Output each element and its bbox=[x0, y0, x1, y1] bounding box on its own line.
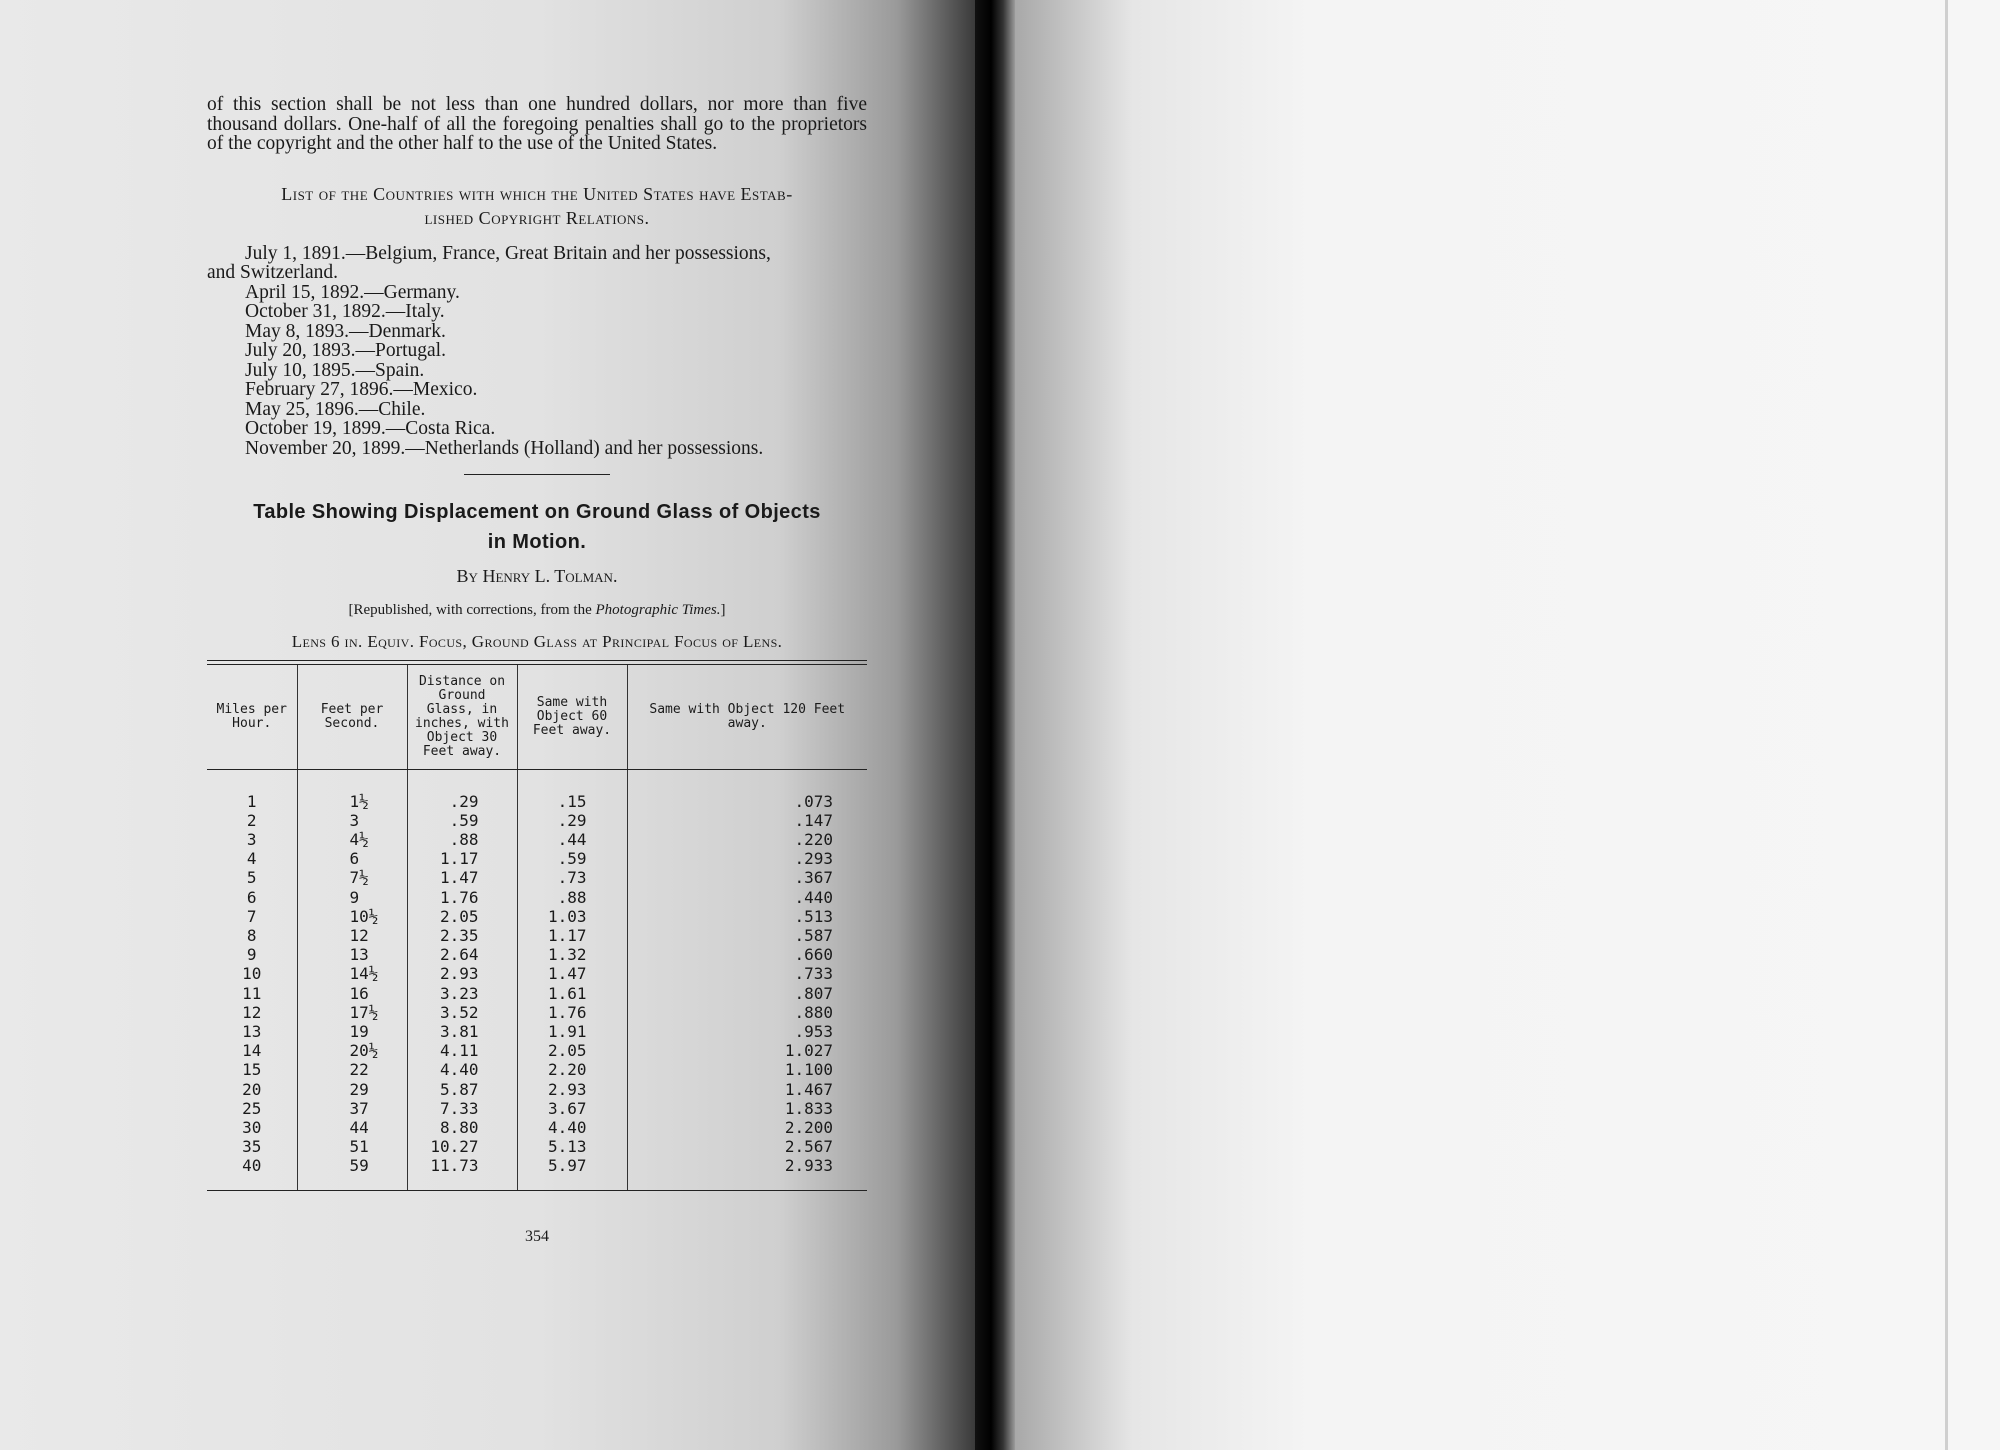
cell-d30: 5.87 bbox=[407, 1080, 517, 1099]
cell-d30: 8.80 bbox=[407, 1118, 517, 1137]
header-distance-120ft: Same with Object 120 Feet away. bbox=[627, 665, 867, 770]
table-row bbox=[207, 811, 867, 830]
cell-fps: 14½ bbox=[297, 964, 407, 983]
copyright-penalty-paragraph: of this section shall be not less than one hundred dollars, nor more than five thousand dollars. One-half of all the foregoing penalties shall go to the proprietors of the copyright and the other half to the use of the United States. bbox=[207, 94, 867, 154]
table-row bbox=[207, 868, 867, 887]
lens-description: Lens 6 in. Equiv. Focus, Ground Glass at Principal Focus of Lens. bbox=[291, 632, 783, 651]
country-entry: and Switzerland. bbox=[207, 262, 339, 283]
table-row bbox=[207, 945, 867, 964]
country-entry: October 19, 1899.—Costa Rica. bbox=[245, 418, 496, 439]
cell-fps: 3 bbox=[297, 811, 407, 830]
country-entry: April 15, 1892.—Germany. bbox=[245, 281, 460, 303]
republished-suffix: ] bbox=[720, 601, 726, 618]
cell-d120: .660 bbox=[794, 945, 833, 965]
cell-mph: 8 bbox=[207, 926, 297, 945]
cell-fps: 44 bbox=[297, 1118, 407, 1137]
cell-d120: .733 bbox=[794, 964, 833, 984]
section-divider bbox=[464, 474, 610, 475]
countries-heading-line-2: lished Copyright Relations. bbox=[424, 207, 650, 228]
cell-d60: 1.03 bbox=[517, 907, 627, 926]
table-title-line-2: in Motion. bbox=[487, 531, 587, 553]
cell-mph: 10 bbox=[207, 964, 297, 983]
cell-d120: .073 bbox=[794, 791, 833, 811]
republished-prefix: [Republished, with corrections, from the bbox=[348, 601, 596, 618]
cell-d30: 1.76 bbox=[407, 888, 517, 907]
cell-d30: 10.27 bbox=[407, 1137, 517, 1156]
table-row bbox=[207, 1060, 867, 1079]
table-row bbox=[207, 1022, 867, 1041]
cell-mph: 3 bbox=[207, 830, 297, 849]
cell-fps: 6 bbox=[297, 849, 407, 868]
cell-mph: 15 bbox=[207, 1060, 297, 1079]
table-body bbox=[207, 769, 867, 1190]
table-row bbox=[207, 1156, 867, 1175]
cell-mph: 2 bbox=[207, 811, 297, 830]
table-title-line-1: Table Showing Displacement on Ground Glass of Objects bbox=[253, 501, 821, 523]
table-header-row bbox=[207, 665, 867, 770]
page-content bbox=[207, 95, 867, 1191]
header-distance-60ft: Same with Object 60 Feet away. bbox=[517, 665, 627, 770]
cell-d60: 3.67 bbox=[517, 1099, 627, 1118]
cell-d30: 3.23 bbox=[407, 984, 517, 1003]
author-byline: By Henry L. Tolman. bbox=[456, 566, 618, 586]
cell-d60: 2.05 bbox=[517, 1041, 627, 1060]
cell-d30: 4.40 bbox=[407, 1060, 517, 1079]
cell-mph: 1 bbox=[207, 792, 297, 811]
table-bottom-rule bbox=[207, 1190, 867, 1191]
cell-d120: 2.567 bbox=[784, 1137, 833, 1157]
cell-d60: 1.61 bbox=[517, 984, 627, 1003]
cell-d60: .29 bbox=[517, 811, 627, 830]
cell-fps: 4½ bbox=[297, 830, 407, 849]
republished-source: Photographic Times. bbox=[595, 601, 721, 618]
table-row bbox=[207, 792, 867, 811]
country-entry: May 8, 1893.—Denmark. bbox=[245, 320, 446, 342]
cell-fps: 19 bbox=[297, 1022, 407, 1041]
cell-d30: 1.17 bbox=[407, 849, 517, 868]
cell-d120: .587 bbox=[794, 925, 833, 945]
cell-mph: 20 bbox=[207, 1080, 297, 1099]
cell-d120: 1.027 bbox=[784, 1041, 833, 1061]
cell-fps: 17½ bbox=[297, 1003, 407, 1022]
cell-d120: .147 bbox=[794, 810, 833, 830]
table-row bbox=[207, 1003, 867, 1022]
cell-d60: 1.91 bbox=[517, 1022, 627, 1041]
cell-d30: 3.52 bbox=[407, 1003, 517, 1022]
countries-list bbox=[207, 244, 867, 459]
cell-fps: 51 bbox=[297, 1137, 407, 1156]
cell-mph: 35 bbox=[207, 1137, 297, 1156]
cell-d30: .59 bbox=[407, 811, 517, 830]
header-distance-30ft: Distance on Ground Glass, in inches, with Object 30 Feet away. bbox=[407, 665, 517, 770]
cell-mph: 25 bbox=[207, 1099, 297, 1118]
cell-d120: .880 bbox=[794, 1002, 833, 1022]
cell-d30: 3.81 bbox=[407, 1022, 517, 1041]
cell-mph: 12 bbox=[207, 1003, 297, 1022]
cell-d120: .367 bbox=[794, 868, 833, 888]
table-row bbox=[207, 926, 867, 945]
country-entry: July 10, 1895.—Spain. bbox=[245, 359, 425, 381]
cell-fps: 12 bbox=[297, 926, 407, 945]
republished-note bbox=[207, 601, 867, 621]
cell-d60: .59 bbox=[517, 849, 627, 868]
cell-d120: 1.833 bbox=[784, 1098, 833, 1118]
cell-d120: 1.100 bbox=[784, 1060, 833, 1080]
table-row bbox=[207, 1118, 867, 1137]
table-row bbox=[207, 849, 867, 868]
cell-mph: 14 bbox=[207, 1041, 297, 1060]
table-row bbox=[207, 1137, 867, 1156]
cell-d30: 2.35 bbox=[407, 926, 517, 945]
table-row bbox=[207, 1041, 867, 1060]
cell-d60: .88 bbox=[517, 888, 627, 907]
cell-d30: 4.11 bbox=[407, 1041, 517, 1060]
book-gutter bbox=[975, 0, 1015, 1450]
cell-fps: 29 bbox=[297, 1080, 407, 1099]
table-row bbox=[207, 964, 867, 983]
cell-mph: 4 bbox=[207, 849, 297, 868]
cell-fps: 7½ bbox=[297, 868, 407, 887]
cell-d120: .220 bbox=[794, 829, 833, 849]
cell-d60: 1.76 bbox=[517, 1003, 627, 1022]
table-container bbox=[207, 660, 867, 1191]
country-entry: May 25, 1896.—Chile. bbox=[245, 398, 426, 420]
cell-mph: 6 bbox=[207, 888, 297, 907]
cell-fps: 1½ bbox=[297, 792, 407, 811]
left-page bbox=[0, 0, 975, 1450]
countries-list-heading bbox=[207, 182, 867, 230]
cell-d60: .44 bbox=[517, 830, 627, 849]
cell-d60: 5.97 bbox=[517, 1156, 627, 1175]
cell-fps: 20½ bbox=[297, 1041, 407, 1060]
cell-d30: 2.64 bbox=[407, 945, 517, 964]
page-number: 354 bbox=[525, 1228, 549, 1245]
table-row bbox=[207, 1099, 867, 1118]
cell-mph: 7 bbox=[207, 907, 297, 926]
cell-d60: 2.93 bbox=[517, 1080, 627, 1099]
cell-mph: 5 bbox=[207, 868, 297, 887]
cell-d30: .88 bbox=[407, 830, 517, 849]
table-row bbox=[207, 907, 867, 926]
cell-d60: .15 bbox=[517, 792, 627, 811]
cell-fps: 37 bbox=[297, 1099, 407, 1118]
cell-d120: 2.200 bbox=[784, 1117, 833, 1137]
cell-mph: 11 bbox=[207, 984, 297, 1003]
cell-d60: 1.47 bbox=[517, 964, 627, 983]
countries-heading-line-1: List of the Countries with which the United States have Estab- bbox=[281, 183, 793, 204]
country-entry: February 27, 1896.—Mexico. bbox=[245, 379, 478, 400]
cell-fps: 16 bbox=[297, 984, 407, 1003]
cell-d120: .513 bbox=[794, 906, 833, 926]
cell-d60: 1.32 bbox=[517, 945, 627, 964]
cell-mph: 40 bbox=[207, 1156, 297, 1175]
country-entry: July 20, 1893.—Portugal. bbox=[245, 340, 446, 361]
table-title bbox=[207, 497, 867, 557]
cell-d30: 2.93 bbox=[407, 964, 517, 983]
cell-mph: 30 bbox=[207, 1118, 297, 1137]
cell-d30: 2.05 bbox=[407, 907, 517, 926]
cell-d60: 1.17 bbox=[517, 926, 627, 945]
country-entry: July 1, 1891.—Belgium, France, Great Britain and her possessions, bbox=[245, 242, 771, 264]
cell-d120: 1.467 bbox=[784, 1079, 833, 1099]
cell-d30: 11.73 bbox=[407, 1156, 517, 1175]
cell-d120: .293 bbox=[794, 849, 833, 869]
cell-fps: 10½ bbox=[297, 907, 407, 926]
country-entry: November 20, 1899.—Netherlands (Holland) and her possessions. bbox=[245, 437, 764, 459]
table-row bbox=[207, 830, 867, 849]
cell-d60: 5.13 bbox=[517, 1137, 627, 1156]
right-page-blank bbox=[1015, 0, 2000, 1450]
cell-d120: .953 bbox=[794, 1021, 833, 1041]
cell-fps: 22 bbox=[297, 1060, 407, 1079]
header-miles-per-hour: Miles per Hour. bbox=[207, 665, 297, 770]
cell-d120: .440 bbox=[794, 887, 833, 907]
cell-d120: .807 bbox=[794, 983, 833, 1003]
displacement-table bbox=[207, 665, 867, 1190]
right-page-edge bbox=[1945, 0, 1948, 1450]
country-entry: October 31, 1892.—Italy. bbox=[245, 301, 445, 322]
table-row bbox=[207, 1080, 867, 1099]
cell-fps: 13 bbox=[297, 945, 407, 964]
cell-d30: .29 bbox=[407, 792, 517, 811]
cell-d120: 2.933 bbox=[784, 1156, 833, 1176]
cell-d30: 7.33 bbox=[407, 1099, 517, 1118]
cell-mph: 13 bbox=[207, 1022, 297, 1041]
cell-d60: 4.40 bbox=[517, 1118, 627, 1137]
table-row bbox=[207, 888, 867, 907]
cell-d60: 2.20 bbox=[517, 1060, 627, 1079]
header-feet-per-second: Feet per Second. bbox=[297, 665, 407, 770]
cell-fps: 59 bbox=[297, 1156, 407, 1175]
cell-mph: 9 bbox=[207, 945, 297, 964]
cell-fps: 9 bbox=[297, 888, 407, 907]
table-row bbox=[207, 984, 867, 1003]
cell-d60: .73 bbox=[517, 868, 627, 887]
cell-d30: 1.47 bbox=[407, 868, 517, 887]
